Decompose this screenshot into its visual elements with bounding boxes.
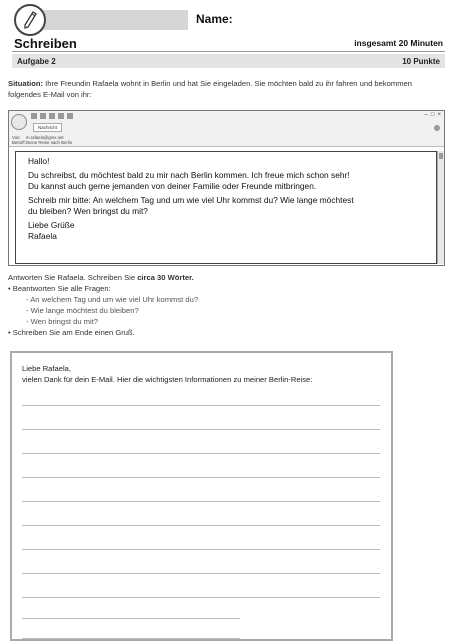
help-icon[interactable]: [434, 125, 440, 131]
writing-line[interactable]: [22, 501, 380, 502]
answer-box[interactable]: [10, 351, 393, 641]
quick-access-toolbar: [31, 113, 73, 119]
email-header-fields: [12, 135, 72, 145]
writing-line[interactable]: [22, 429, 380, 430]
email-line: Liebe Grüße: [28, 220, 75, 230]
answer-prefill: [22, 363, 312, 385]
instruction-intro-text: Antworten Sie Rafaela. Schreiben Sie: [8, 273, 136, 282]
undo-icon[interactable]: [40, 113, 46, 119]
pencil-icon: [14, 4, 46, 36]
scrollbar-thumb[interactable]: [439, 153, 443, 159]
name-label: Name:: [196, 12, 233, 26]
minimize-icon[interactable]: –: [424, 112, 428, 118]
page-title: Schreiben: [14, 36, 77, 51]
email-line: Rafaela: [28, 231, 57, 241]
from-label: Von:: [12, 135, 21, 140]
writing-line[interactable]: [22, 618, 240, 619]
instruction-question: - Wie lange möchtest du bleiben?: [26, 306, 139, 315]
situation-body: Ihre Freundin Rafaela wohnt in Berlin und hat Sie eingeladen. Sie möchten bald zu ihr fahren und bekommen folgendes E-Mail von ihr:: [8, 79, 412, 99]
close-icon[interactable]: ×: [437, 112, 441, 118]
writing-line[interactable]: [22, 477, 380, 478]
writing-line[interactable]: [22, 525, 380, 526]
situation-text: [8, 78, 445, 100]
writing-line[interactable]: [22, 549, 380, 550]
up-icon[interactable]: [58, 113, 64, 119]
subject-label: Betreff:: [12, 140, 26, 145]
instruction-bullet: • Schreiben Sie am Ende einen Gruß.: [8, 328, 135, 337]
down-icon[interactable]: [67, 113, 73, 119]
instruction-question: - Wen bringst du mit?: [26, 317, 99, 326]
email-line: Schreib mir bitte: An welchem Tag und um wie viel Uhr kommst du? Wie lange möchtest: [28, 195, 354, 205]
email-window: [8, 110, 445, 266]
window-controls: [425, 112, 441, 118]
writing-line[interactable]: [22, 405, 380, 406]
time-info: insgesamt 20 Minuten: [354, 38, 443, 48]
email-body: [15, 151, 437, 264]
instruction-question: - An welchem Tag und um wie viel Uhr kommst du?: [26, 295, 199, 304]
writing-line[interactable]: [22, 573, 380, 574]
from-value: m.rafaela@gmx.net: [26, 135, 64, 140]
points-label: 10 Punkte: [402, 56, 440, 66]
email-line: du bleiben? Wen bringst du mit?: [28, 206, 148, 216]
task-label: Aufgabe 2: [17, 56, 56, 66]
word-count-hint: circa 30 Wörter.: [137, 273, 194, 282]
email-scrollbar[interactable]: [437, 151, 444, 264]
subject-value: Deine Reise nach Berlin: [26, 140, 73, 145]
situation-label: Situation:: [8, 79, 44, 88]
tab-message[interactable]: Nachricht: [33, 123, 62, 132]
writing-line[interactable]: [22, 453, 380, 454]
office-button-icon[interactable]: [11, 114, 27, 130]
maximize-icon[interactable]: □: [430, 112, 435, 118]
instruction-intro: [8, 272, 445, 283]
writing-line[interactable]: [22, 597, 380, 598]
email-line: Du schreibst, du möchtest bald zu mir nach Berlin kommen. Ich freue mich schon sehr!: [28, 170, 350, 180]
answer-start: vielen Dank für dein E-Mail. Hier die wichtigsten Informationen zu meiner Berlin-Reise:: [22, 375, 313, 384]
redo-icon[interactable]: [49, 113, 55, 119]
title-divider: [12, 51, 445, 52]
task-bar: [12, 54, 445, 68]
email-line: Hallo!: [28, 156, 50, 166]
writing-line[interactable]: [22, 638, 240, 639]
email-toolbar: [9, 111, 444, 147]
instruction-bullet: • Beantworten Sie alle Fragen:: [8, 284, 111, 293]
answer-greeting: Liebe Rafaela,: [22, 364, 71, 373]
instructions: [8, 272, 445, 338]
name-bar: [28, 10, 188, 30]
save-icon[interactable]: [31, 113, 37, 119]
email-line: Du kannst auch gerne jemanden von deiner Familie oder Freunde mitbringen.: [28, 181, 317, 191]
